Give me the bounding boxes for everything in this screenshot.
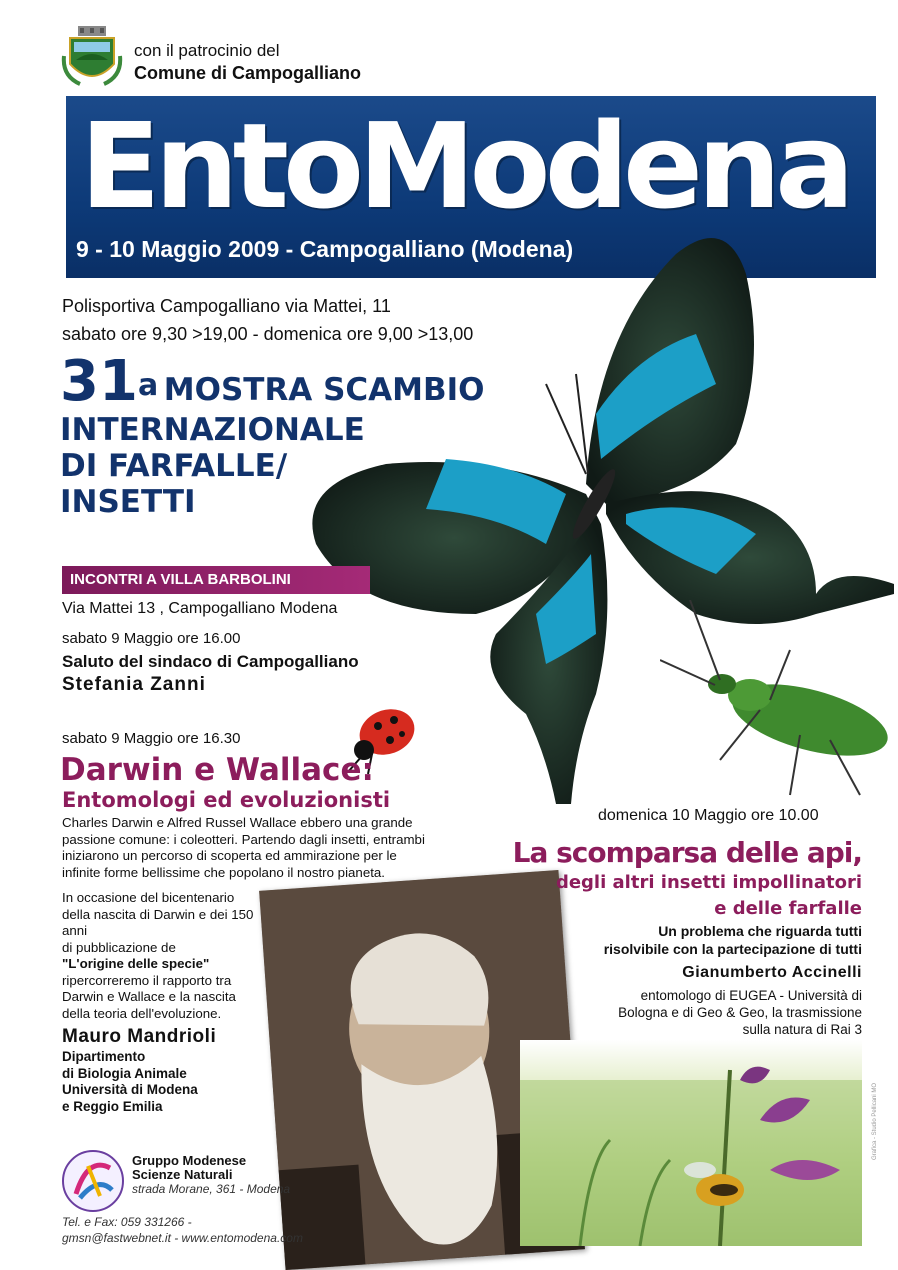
villa-address: Via Mattei 13 , Campogalliano Modena [62, 600, 338, 617]
event3-speaker: Gianumberto Accinelli [682, 964, 862, 981]
desc-line: Charles Darwin e Alfred Russel Wallace ebbero una grande [62, 815, 413, 830]
meetings-label: INCONTRI A VILLA BARBOLINI [62, 566, 370, 594]
event2-time: sabato 9 Maggio ore 16.30 [62, 730, 241, 747]
event2-affiliation [62, 1049, 198, 1115]
desc-line: della nascita di Darwin e dei 150 anni [62, 906, 254, 938]
event1-title: Saluto del sindaco di Campogalliano [62, 652, 359, 671]
heading-line2: INTERNAZIONALE [60, 412, 365, 448]
desc-line: passione comune: i coleotteri. Partendo dagli insetti, entrambi [62, 831, 425, 847]
exhibition-heading [60, 349, 485, 520]
event3-title: La scomparsa delle api, [512, 836, 862, 869]
desc-line: In occasione del bicentenario [62, 890, 235, 905]
desc-line: di pubblicazione de [62, 939, 176, 955]
org-logo-icon [58, 1146, 128, 1216]
design-credit: Grafica - Studio Pellicani MO [872, 1082, 878, 1160]
event3-subtitle-2: e delle farfalle [714, 898, 862, 919]
venue-address: Polisportiva Campogalliano via Mattei, 11 [62, 296, 391, 316]
patronage-line2: Comune di Campogalliano [134, 63, 362, 83]
coat-of-arms-icon [60, 26, 124, 90]
event2-speaker: Mauro Mandrioli [62, 1026, 217, 1047]
bee-flower-photo [520, 1040, 862, 1246]
event1-speaker: Stefania Zanni [62, 674, 206, 695]
edition-number: 31 [60, 349, 138, 414]
contacts [62, 1214, 303, 1246]
book-title: "L'origine delle specie" [62, 956, 210, 971]
heading-line4: INSETTI [60, 484, 196, 520]
org-name-1: Gruppo Modenese [132, 1153, 247, 1168]
desc-line: della teoria dell'evoluzione. [62, 1005, 222, 1021]
event2-description-2 [62, 890, 282, 1022]
affiliation-line: sulla natura di Rai 3 [742, 1022, 862, 1037]
event-title: EntoModena [80, 97, 849, 235]
org-address: strada Morane, 361 - Modena [132, 1182, 291, 1196]
org-name-2: Scienze Naturali [132, 1167, 233, 1182]
desc-line: Darwin e Wallace e la nascita [62, 989, 236, 1004]
venue-info [62, 292, 473, 348]
affiliation-line: di Biologia Animale [62, 1065, 187, 1081]
affiliation-line: Dipartimento [62, 1049, 146, 1064]
desc-line: infinite forme bellissime che popolano il nostro pianeta. [62, 864, 386, 880]
event1-time: sabato 9 Maggio ore 16.00 [62, 630, 241, 647]
event2-title: Darwin e Wallace: [60, 752, 374, 788]
desc-line: risolvibile con la partecipazione di tutti [603, 941, 862, 957]
contact-phone: Tel. e Fax: 059 331266 - [62, 1215, 192, 1229]
heading-line3: DI FARFALLE/ [60, 448, 288, 484]
patronage-line1: con il patrocinio del [134, 41, 280, 60]
desc-line: ripercorreremo il rapporto tra [62, 972, 232, 988]
contact-web: gmsn@fastwebnet.it - www.entomodena.com [62, 1231, 303, 1245]
event3-time: domenica 10 Maggio ore 10.00 [598, 807, 819, 824]
event3-affiliation [618, 987, 862, 1038]
event3-description [604, 922, 862, 958]
affiliation-line: Università di Modena [62, 1082, 198, 1097]
desc-line: iniziarono un percorso di scoperta ed ammirazione per le [62, 848, 397, 863]
beetle-image [660, 600, 898, 800]
event2-description [62, 815, 502, 881]
event3-subtitle-1: degli altri insetti impollinatori [555, 872, 862, 893]
venue-hours: sabato ore 9,30 >19,00 - domenica ore 9,00 >13,00 [62, 324, 474, 344]
event-date: 9 - 10 Maggio 2009 - Campogalliano (Modena) [76, 236, 574, 262]
affiliation-line: Bologna e di Geo & Geo, la trasmissione [618, 1005, 862, 1020]
desc-line: Un problema che riguarda tutti [658, 923, 862, 939]
affiliation-line: entomologo di EUGEA - Università di [640, 988, 862, 1003]
event2-subtitle: Entomologi ed evoluzionisti [62, 788, 391, 812]
heading-line1: MOSTRA SCAMBIO [163, 372, 485, 408]
patronage-text [134, 40, 361, 84]
edition-sup: a [137, 368, 159, 403]
organizer-info [132, 1154, 290, 1196]
affiliation-line: e Reggio Emilia [62, 1098, 163, 1114]
